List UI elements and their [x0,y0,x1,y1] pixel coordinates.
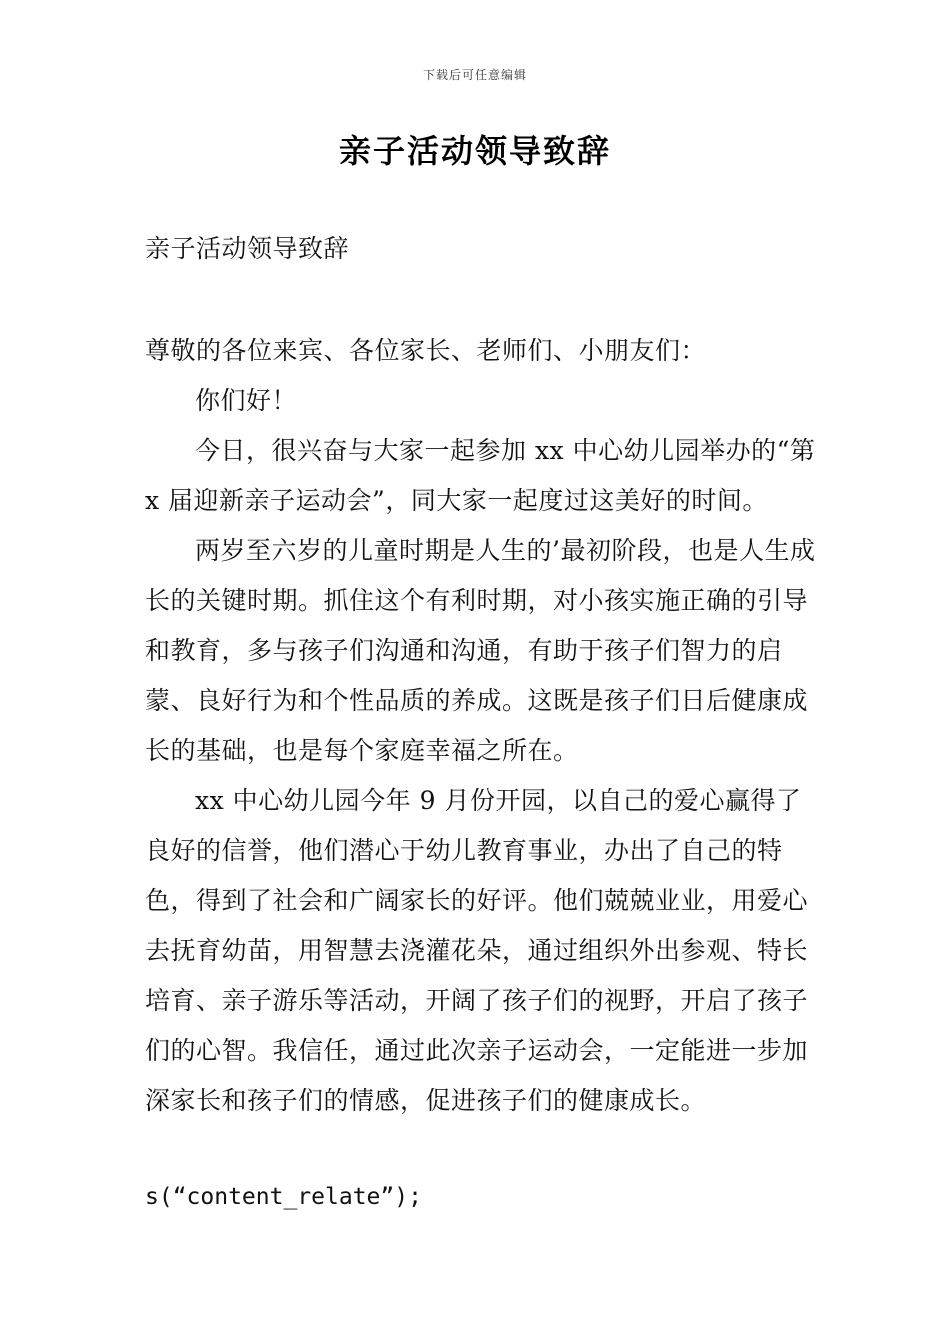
document-subtitle: 亲子活动领导致辞 [145,234,350,263]
code-snippet: s(“content_relate”); [145,1184,422,1210]
paragraph-opening: 今日，很兴奋与大家一起参加 xx 中心幼儿园举办的“第 x 届迎新亲子运动会”，同大家一起度过这美好的时间。 [145,436,816,515]
paragraph-childhood: 两岁至六岁的儿童时期是人生的’最初阶段，也是人生成长的关键时期。抓住这个有利时期，对小孩实施正确的引导和教育，多与孩子们沟通和沟通，有助于孩子们智力的启蒙、良好行为和个性品质的养成。这既是孩子们日后健康成长的基础，也是每个家庭幸福之所在。 [145,536,816,765]
paragraph-kindergarten: xx 中心幼儿园今年 9 月份开园，以自己的爱心赢得了良好的信誉，他们潜心于幼儿教育事业，办出了自己的特色，得到了社会和广阔家长的好评。他们兢兢业业，用爱心去抚育幼苗，用智慧去浇灌花朵，通过组织外出参观、特长培育、亲子游乐等活动，开阔了孩子们的视野，开启了孩子们的心智。我信任，通过此次亲子运动会，一定能进一步加深家长和孩子们的情感，促进孩子们的健康成长。 [145,786,809,1115]
document-body [145,326,825,1126]
paragraph-greeting: 你们好！ [195,386,298,415]
document-title: 亲子活动领导致辞 [338,132,611,170]
salutation: 尊敬的各位来宾、各位家长、老师们、小朋友们： [145,336,707,365]
header-note: 下载后可任意编辑 [422,68,527,82]
